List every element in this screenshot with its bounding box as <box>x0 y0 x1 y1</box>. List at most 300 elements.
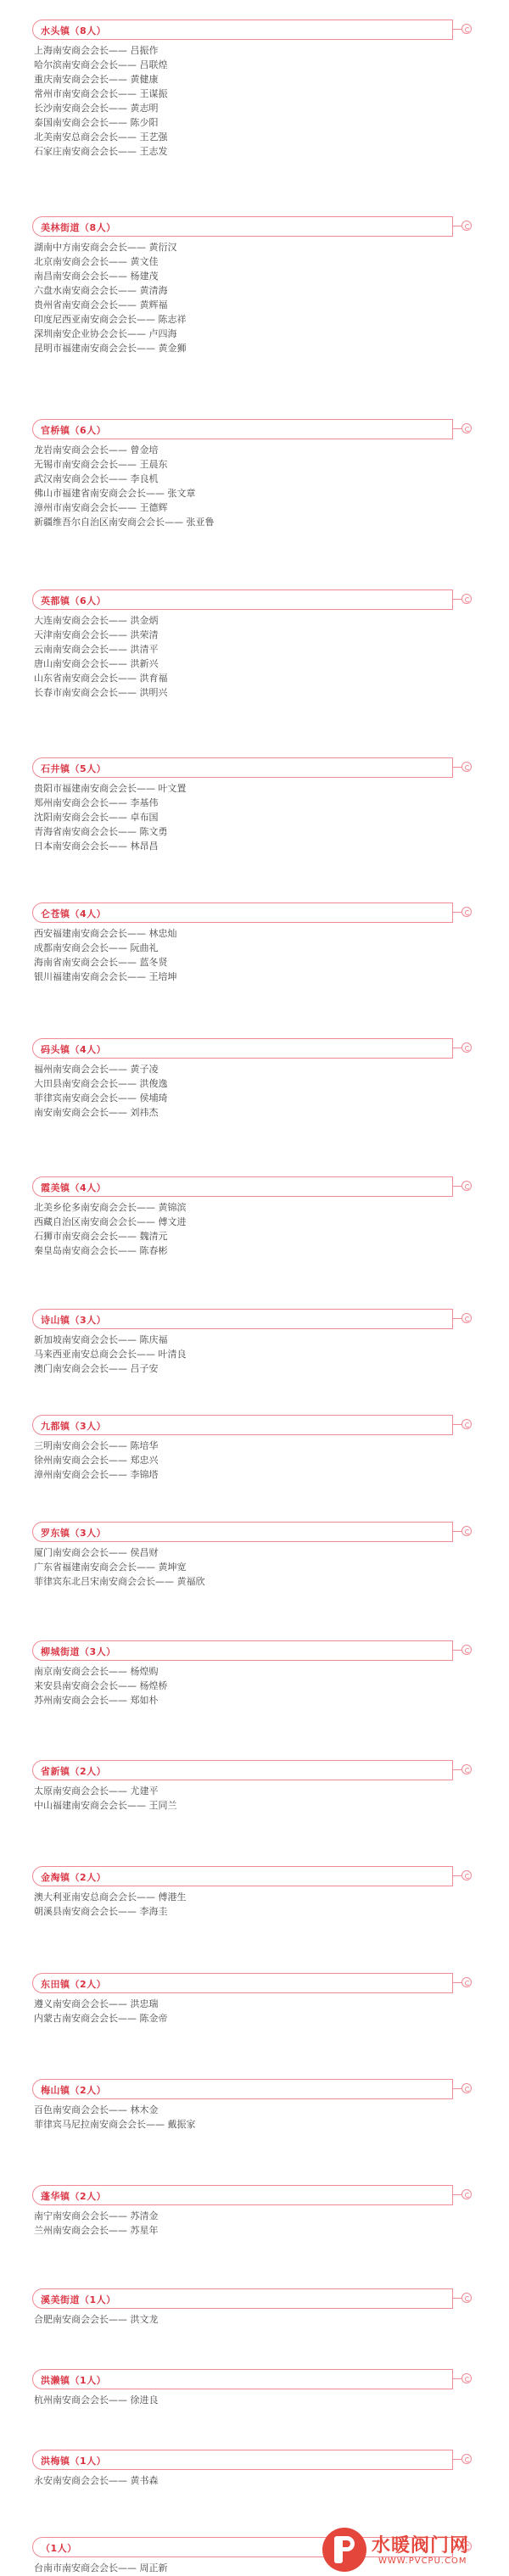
section-header <box>32 1415 473 1437</box>
dash-separator: —— <box>109 841 127 852</box>
org-title: 内蒙古南安商会会长 <box>34 2013 118 2024</box>
member-list <box>34 240 509 355</box>
person-name: 侯昌财 <box>130 1547 159 1558</box>
org-title: 泰国南安商会会长 <box>34 117 109 128</box>
person-name: 洪俊逸 <box>139 1078 168 1089</box>
org-title: 西安福建南安商会会长 <box>34 928 127 939</box>
circle-ornament-icon <box>461 594 472 604</box>
list-item <box>34 1361 509 1376</box>
list-item <box>34 685 509 700</box>
org-title: 合肥南安商会会长 <box>34 2314 109 2325</box>
dash-separator: —— <box>118 459 137 470</box>
dash-separator: —— <box>118 131 137 142</box>
list-item <box>34 2209 509 2223</box>
section-title: 罗东镇（3人） <box>41 1528 107 1539</box>
member-list <box>34 781 509 853</box>
dash-separator: —— <box>109 1440 127 1451</box>
circle-ornament-icon <box>461 1181 472 1191</box>
dash-separator: —— <box>109 1064 127 1075</box>
list-item <box>34 969 509 984</box>
member-list <box>34 1333 509 1376</box>
person-name: 张亚鲁 <box>186 517 215 528</box>
dash-separator: —— <box>127 971 146 982</box>
org-title: 重庆南安商会会长 <box>34 74 109 85</box>
person-name: 黄志明 <box>130 103 159 114</box>
dash-separator: —— <box>109 1469 127 1480</box>
dash-separator: —— <box>109 615 127 626</box>
circle-ornament-icon <box>461 1977 472 1987</box>
person-name: 卢四海 <box>148 328 177 339</box>
town-section <box>0 1640 509 1707</box>
section-header <box>32 20 473 42</box>
org-title: 贵阳市福建南安商会会长 <box>34 783 137 794</box>
circle-ornament-icon <box>461 221 472 231</box>
list-item <box>34 613 509 628</box>
town-section <box>0 1866 509 1919</box>
watermark-logo <box>322 2526 501 2573</box>
dash-separator: —— <box>137 343 155 354</box>
dash-separator: —— <box>118 1078 137 1089</box>
list-item <box>34 1574 509 1589</box>
list-item <box>34 2312 509 2327</box>
member-list <box>34 1439 509 1482</box>
dash-separator: —— <box>118 1680 137 1691</box>
section-title: 美林街道（8人） <box>41 222 116 233</box>
dash-separator: —— <box>118 687 137 698</box>
dash-separator: —— <box>118 59 137 70</box>
person-name: 李基伟 <box>130 797 159 808</box>
org-title: 南安南安商会会长 <box>34 1107 109 1118</box>
section-title: 金淘镇（2人） <box>41 1872 107 1883</box>
person-name: 洪清平 <box>130 644 159 655</box>
person-name: 洪明兴 <box>139 687 168 698</box>
section-title: 梅山镇（2人） <box>41 2085 107 2096</box>
dash-separator: —— <box>109 2210 127 2221</box>
circle-ornament-icon <box>461 762 472 772</box>
circle-ornament-icon <box>461 907 472 917</box>
org-title: 印度尼西亚南安商会会长 <box>34 314 137 325</box>
person-name: 黄坤宽 <box>158 1562 187 1573</box>
person-name: 黄书森 <box>130 2475 159 2486</box>
person-name: 林昂昌 <box>130 841 159 852</box>
dash-separator: —— <box>109 271 127 282</box>
section-title: 蓬华镇（2人） <box>41 2191 107 2202</box>
dash-separator: —— <box>109 2225 127 2236</box>
town-section <box>0 2288 509 2327</box>
list-item <box>34 1229 509 1243</box>
person-name: 黄锦滨 <box>158 1202 187 1213</box>
dash-separator: —— <box>155 1576 174 1587</box>
dash-separator: —— <box>118 1906 137 1917</box>
circle-ornament-icon <box>461 1313 472 1323</box>
section-header <box>32 419 473 441</box>
section-title: 石井镇（5人） <box>41 763 107 774</box>
org-title: 马来西亚南安总商会会长 <box>34 1349 137 1360</box>
list-item <box>34 1997 509 2011</box>
org-title: 海南省南安商会会长 <box>34 957 118 968</box>
list-item <box>34 500 509 515</box>
list-item <box>34 1560 509 1574</box>
list-item <box>34 2223 509 2238</box>
list-item <box>34 486 509 500</box>
watermark-brand: 水暖阀门网 <box>372 2535 470 2556</box>
list-item <box>34 1091 509 1105</box>
circle-ornament-icon <box>461 1042 472 1053</box>
person-name: 郑如朴 <box>130 1695 159 1706</box>
org-title: 北美南安总商会会长 <box>34 131 118 142</box>
town-section <box>0 20 509 159</box>
circle-ornament-icon <box>461 1870 472 1880</box>
section-header <box>32 1866 473 1888</box>
section-title: 仑苍镇（4人） <box>41 908 107 919</box>
dash-separator: —— <box>118 1334 137 1345</box>
section-header <box>32 1309 473 1331</box>
org-title: 南京南安商会会长 <box>34 1666 109 1677</box>
person-name: 陈文勇 <box>139 826 168 837</box>
list-item <box>34 839 509 853</box>
org-title: 秦皇岛南安商会会长 <box>34 1245 118 1256</box>
list-item <box>34 1784 509 1798</box>
dash-separator: —— <box>109 658 127 669</box>
list-item <box>34 657 509 671</box>
list-item <box>34 1890 509 1904</box>
org-title: 大田县南安商会会长 <box>34 1078 118 1089</box>
circle-ornament-icon <box>461 2373 472 2383</box>
dash-separator: —— <box>118 502 137 513</box>
list-item <box>34 312 509 327</box>
p-logo-icon <box>322 2528 366 2572</box>
org-title: 银川福建南安商会会长 <box>34 971 127 982</box>
section-title: 洪濑镇（1人） <box>41 2375 107 2386</box>
dash-separator: —— <box>137 1216 155 1227</box>
circle-ornament-icon <box>461 2189 472 2199</box>
list-item <box>34 283 509 298</box>
person-name: 洪育福 <box>139 673 168 684</box>
list-item <box>34 1467 509 1482</box>
list-item <box>34 1664 509 1679</box>
member-list <box>34 613 509 700</box>
town-section <box>0 757 509 853</box>
person-name: 林忠灿 <box>148 928 177 939</box>
section-title: 官桥镇（6人） <box>41 425 107 436</box>
dash-separator: —— <box>109 2394 127 2406</box>
org-title: 新疆维吾尔自治区南安商会会长 <box>34 517 165 528</box>
org-title: 澳门南安商会会长 <box>34 1363 109 1374</box>
list-item <box>34 58 509 72</box>
dash-separator: —— <box>109 797 127 808</box>
person-name: 杨建茂 <box>130 271 159 282</box>
person-name: 王志发 <box>139 146 168 157</box>
org-title: 无锡市南安商会会长 <box>34 459 118 470</box>
list-item <box>34 955 509 969</box>
list-item <box>34 101 509 115</box>
dash-separator: —— <box>109 2475 127 2486</box>
list-item <box>34 115 509 130</box>
list-item <box>34 87 509 101</box>
person-name: 叶清良 <box>158 1349 187 1360</box>
list-item <box>34 1693 509 1707</box>
list-item <box>34 43 509 58</box>
org-title: 菲律宾东北吕宋南安商会会长 <box>34 1576 155 1587</box>
dash-separator: —— <box>109 1547 127 1558</box>
circle-ornament-icon <box>461 423 472 433</box>
section-header <box>32 2185 473 2207</box>
org-title: 青海省南安商会会长 <box>34 826 118 837</box>
person-name: 陈培华 <box>130 1440 159 1451</box>
org-title: 太原南安商会会长 <box>34 1785 109 1796</box>
list-item <box>34 796 509 810</box>
person-name: 林木金 <box>130 2104 159 2115</box>
org-title: 澳大利亚南安总商会会长 <box>34 1891 137 1903</box>
dash-separator: —— <box>109 2314 127 2325</box>
org-title: 北美乡伦多南安商会会长 <box>34 1202 137 1213</box>
org-title: 兰州南安商会会长 <box>34 2225 109 2236</box>
town-section <box>0 2369 509 2407</box>
person-name: 李良机 <box>130 473 159 484</box>
org-title: 佛山市福建省南安商会会长 <box>34 488 146 499</box>
org-title: 武汉南安商会会长 <box>34 473 109 484</box>
dash-separator: —— <box>118 285 137 296</box>
member-list <box>34 1545 509 1589</box>
org-title: 中山福建南安商会会长 <box>34 1800 127 1811</box>
list-item <box>34 254 509 269</box>
person-name: 黄清海 <box>139 285 168 296</box>
list-item <box>34 941 509 955</box>
dash-separator: —— <box>109 444 127 455</box>
section-header <box>32 1522 473 1544</box>
town-section <box>0 2079 509 2132</box>
member-list <box>34 1784 509 1813</box>
section-title: 省新镇（2人） <box>41 1766 107 1777</box>
dash-separator: —— <box>127 242 146 253</box>
person-name: 蓝冬贤 <box>139 957 168 968</box>
list-item <box>34 1062 509 1076</box>
org-title: 龙岩南安商会会长 <box>34 444 109 455</box>
section-header <box>32 902 473 925</box>
list-item <box>34 1545 509 1560</box>
list-item <box>34 1347 509 1361</box>
person-name: 周正新 <box>139 2562 168 2573</box>
org-title: 西藏自治区南安商会会长 <box>34 1216 137 1227</box>
member-list <box>34 443 509 529</box>
dash-separator: —— <box>118 1092 137 1104</box>
org-title: 日本南安商会会长 <box>34 841 109 852</box>
town-section <box>0 2185 509 2238</box>
section-title: 溪美街道（1人） <box>41 2294 116 2305</box>
section-title: 码头镇（4人） <box>41 1044 107 1055</box>
org-title: 百色南安商会会长 <box>34 2104 109 2115</box>
town-section <box>0 1038 509 1120</box>
dash-separator: —— <box>165 517 183 528</box>
org-title: 菲律宾马尼拉南安商会会长 <box>34 2119 146 2130</box>
person-name: 王同兰 <box>148 1800 177 1811</box>
member-list <box>34 2473 509 2488</box>
dash-separator: —— <box>118 146 137 157</box>
dash-separator: —— <box>109 2104 127 2115</box>
section-title: 霞美镇（4人） <box>41 1182 107 1193</box>
org-title: 苏州南安商会会长 <box>34 1695 109 1706</box>
person-name: 洪文龙 <box>130 2314 159 2325</box>
org-title: 哈尔滨南安商会会长 <box>34 59 118 70</box>
org-title: 永安南安商会会长 <box>34 2475 109 2486</box>
org-title: 福州南安商会会长 <box>34 1064 109 1075</box>
org-title: 朝溪县南安商会会长 <box>34 1906 118 1917</box>
list-item <box>34 130 509 144</box>
watermark-url: WWW.PVCPU.COM <box>378 2556 467 2566</box>
person-name: 陈志祥 <box>158 314 187 325</box>
person-name: 黄子凌 <box>130 1064 159 1075</box>
section-title: 柳城街道（3人） <box>41 1646 116 1657</box>
section-header <box>32 1640 473 1662</box>
section-header <box>32 757 473 780</box>
list-item <box>34 824 509 839</box>
town-section <box>0 1176 509 1258</box>
list-item <box>34 1333 509 1347</box>
dash-separator: —— <box>109 103 127 114</box>
dash-separator: —— <box>109 473 127 484</box>
list-item <box>34 341 509 355</box>
list-item <box>34 515 509 529</box>
org-title: 北京南安商会会长 <box>34 256 109 267</box>
member-list <box>34 1664 509 1707</box>
org-title: 长沙南安商会会长 <box>34 103 109 114</box>
dash-separator: —— <box>127 1800 146 1811</box>
org-title: 上海南安商会会长 <box>34 45 109 56</box>
org-title: 台南市南安商会会长 <box>34 2562 118 2573</box>
person-name: 洪忠瑞 <box>130 1998 159 2009</box>
dash-separator: —— <box>109 117 127 128</box>
person-name: 洪新兴 <box>130 658 159 669</box>
org-title: 昆明市福建南安商会会长 <box>34 343 137 354</box>
list-item <box>34 671 509 685</box>
member-list <box>34 43 509 159</box>
circle-ornament-icon <box>461 1645 472 1655</box>
person-name: 陈春彬 <box>139 1245 168 1256</box>
list-item <box>34 269 509 283</box>
org-title: 天津南安商会会长 <box>34 629 109 640</box>
circle-ornament-icon <box>461 24 472 34</box>
person-name: 杨煌购 <box>130 1666 159 1677</box>
section-title: 诗山镇（3人） <box>41 1315 107 1326</box>
section-title: 洪梅镇（1人） <box>41 2456 107 2467</box>
list-item <box>34 1904 509 1919</box>
person-name: 吕振作 <box>130 45 159 56</box>
person-name: 傅文进 <box>158 1216 187 1227</box>
org-title: 深圳南安企业协会会长 <box>34 328 127 339</box>
list-item <box>34 240 509 254</box>
dash-separator: —— <box>118 673 137 684</box>
list-item <box>34 1076 509 1091</box>
list-item <box>34 2393 509 2407</box>
list-item <box>34 1679 509 1693</box>
dash-separator: —— <box>118 1231 137 1242</box>
dash-separator: —— <box>146 488 165 499</box>
person-name: 郑忠兴 <box>130 1455 159 1466</box>
org-title: 贵州省南安商会会长 <box>34 299 118 310</box>
list-item <box>34 2011 509 2026</box>
person-name: 侯埔琦 <box>139 1092 168 1104</box>
org-title: 山东省南安商会会长 <box>34 673 118 684</box>
town-section <box>0 2450 509 2488</box>
org-title: 菲律宾南安商会会长 <box>34 1092 118 1104</box>
dash-separator: —— <box>137 1891 155 1903</box>
list-item <box>34 2473 509 2488</box>
town-section <box>0 1415 509 1482</box>
org-title: 漳州市南安商会会长 <box>34 502 118 513</box>
member-list <box>34 2312 509 2327</box>
list-item <box>34 443 509 457</box>
list-item <box>34 327 509 341</box>
org-title: 石家庄南安商会会长 <box>34 146 118 157</box>
dash-separator: —— <box>109 1695 127 1706</box>
list-item <box>34 1215 509 1229</box>
section-title: （1人） <box>41 2543 77 2554</box>
list-item <box>34 1439 509 1453</box>
section-header <box>32 1038 473 1060</box>
org-title: 常州市南安商会会长 <box>34 88 118 99</box>
person-name: 黄辉福 <box>139 299 168 310</box>
circle-ornament-icon <box>461 2083 472 2093</box>
dash-separator: —— <box>109 256 127 267</box>
section-header <box>32 2079 473 2101</box>
dash-separator: —— <box>118 88 137 99</box>
section-header <box>32 1760 473 1782</box>
dash-separator: —— <box>118 299 137 310</box>
org-title: 湖南中方南安商会会长 <box>34 242 127 253</box>
member-list <box>34 1890 509 1919</box>
person-name: 黄金狮 <box>158 343 187 354</box>
org-title: 长春市南安商会会长 <box>34 687 118 698</box>
org-title: 徐州南安商会会长 <box>34 1455 109 1466</box>
dash-separator: —— <box>118 826 137 837</box>
person-name: 苏清金 <box>130 2210 159 2221</box>
dash-separator: —— <box>109 1363 127 1374</box>
list-item <box>34 2103 509 2117</box>
org-title: 云南南安商会会长 <box>34 644 109 655</box>
circle-ornament-icon <box>461 2293 472 2303</box>
person-name: 王谋振 <box>139 88 168 99</box>
section-header <box>32 2450 473 2472</box>
dash-separator: —— <box>137 1349 155 1360</box>
list-item <box>34 1453 509 1467</box>
dash-separator: —— <box>109 1455 127 1466</box>
list-item <box>34 144 509 159</box>
town-section <box>0 1309 509 1376</box>
list-item <box>34 628 509 642</box>
person-name: 魏清元 <box>139 1231 168 1242</box>
org-title: 六盘水南安商会会长 <box>34 285 118 296</box>
town-section <box>0 1522 509 1589</box>
person-name: 黄福欣 <box>176 1576 205 1587</box>
list-item <box>34 298 509 312</box>
org-title: 新加坡南安商会会长 <box>34 1334 118 1345</box>
person-name: 刘祎杰 <box>130 1107 159 1118</box>
person-name: 陈庆福 <box>139 1334 168 1345</box>
person-name: 黄健康 <box>130 74 159 85</box>
org-title: 南昌南安商会会长 <box>34 271 109 282</box>
dash-separator: —— <box>127 328 146 339</box>
dash-separator: —— <box>127 928 146 939</box>
section-title: 九都镇（3人） <box>41 1421 107 1432</box>
person-name: 叶文置 <box>158 783 187 794</box>
person-name: 王培坤 <box>148 971 177 982</box>
dash-separator: —— <box>109 644 127 655</box>
dash-separator: —— <box>109 45 127 56</box>
section-header <box>32 1973 473 1995</box>
section-header <box>32 2369 473 2391</box>
org-title: 来安县南安商会会长 <box>34 1680 118 1691</box>
person-name: 曾金培 <box>130 444 159 455</box>
